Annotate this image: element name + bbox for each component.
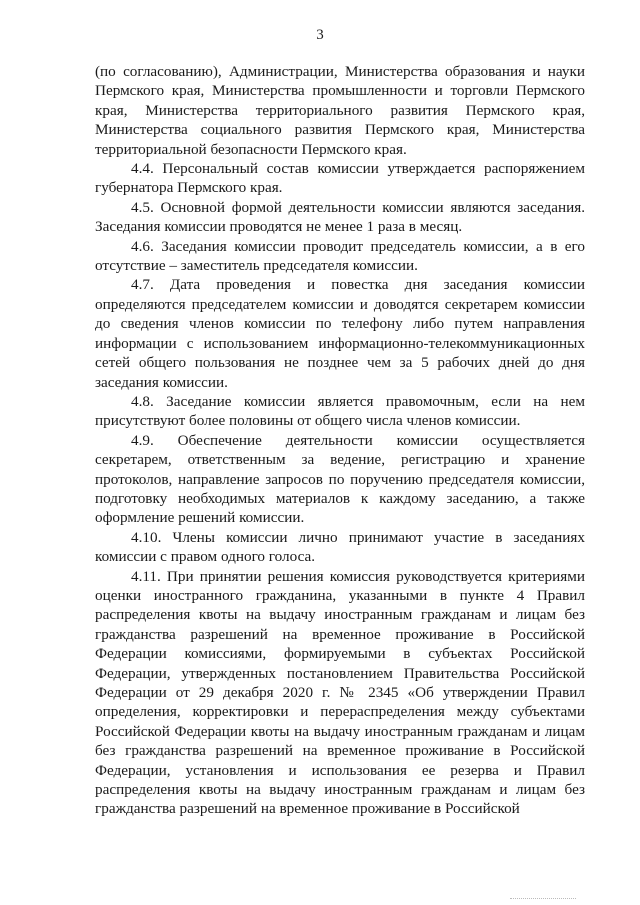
scan-mark (510, 898, 576, 900)
document-body (95, 62, 585, 819)
paragraph-4-7: 4.7. Дата проведения и повестка дня заседания комиссии определяются председателем комиссии и доводятся секретарем комиссии до сведения членов комиссии по телефону либо путем направления информации с использованием информационно-телекоммуникационных сетей общего пользования не позднее чем за 5 рабочих дней до дня заседания комиссии. (95, 276, 585, 391)
paragraph-4-11: 4.11. При принятии решения комиссия руководствуется критериями оценки иностранного гражданина, указанными в пункте 4 Правил распределения квоты на выдачу иностранным гражданам и лицам без гражданства разрешений на временное проживание в Российской Федерации комиссиями, формируемыми в субъектах Российской Федерации, утвержденных постановлением Правительства Российской Федерации от 29 декабря 2020 г. № 2345 «Об утверждении Правил определения, корректировки и перераспределения между субъектами Российской Федерации квоты на выдачу иностранным гражданам и лицам без гражданства разрешений на временное проживание в Российской Федерации, установления и использования ее резерва и Правил распределения квоты на выдачу иностранным гражданам и лицам без гражданства разрешений на временное проживание в Российской (95, 567, 585, 818)
paragraph-4-10: 4.10. Члены комиссии лично принимают участие в заседаниях комиссии с правом одного голоса. (95, 528, 585, 566)
paragraph-continuation: (по согласованию), Администрации, Министерства образования и науки Пермского края, Министерства промышленности и торговли Пермского края, Министерства территориального развития Пермского края, Министерства социального развития Пермского края, Министерства территориальной безопасности Пермского края. (95, 63, 585, 158)
paragraph-4-8: 4.8. Заседание комиссии является правомочным, если на нем присутствуют более половины от общего числа членов комиссии. (95, 392, 585, 430)
paragraph-4-4: 4.4. Персональный состав комиссии утверждается распоряжением губернатора Пермского края. (95, 160, 585, 197)
paragraph-4-9: 4.9. Обеспечение деятельности комиссии осуществляется секретарем, ответственным за ведение, регистрацию и хранение протоколов, направление запросов по поручению председателя комиссии, подготовку необходимых материалов к каждому заседанию, а также оформление решений комиссии. (95, 431, 585, 527)
paragraph-4-6: 4.6. Заседания комиссии проводит председатель комиссии, а в его отсутствие – заместитель председателя комиссии. (95, 237, 585, 275)
paragraph-4-5: 4.5. Основной формой деятельности комиссии являются заседания. Заседания комиссии проводятся не менее 1 раза в месяц. (95, 198, 585, 236)
page-number: 3 (316, 27, 324, 43)
